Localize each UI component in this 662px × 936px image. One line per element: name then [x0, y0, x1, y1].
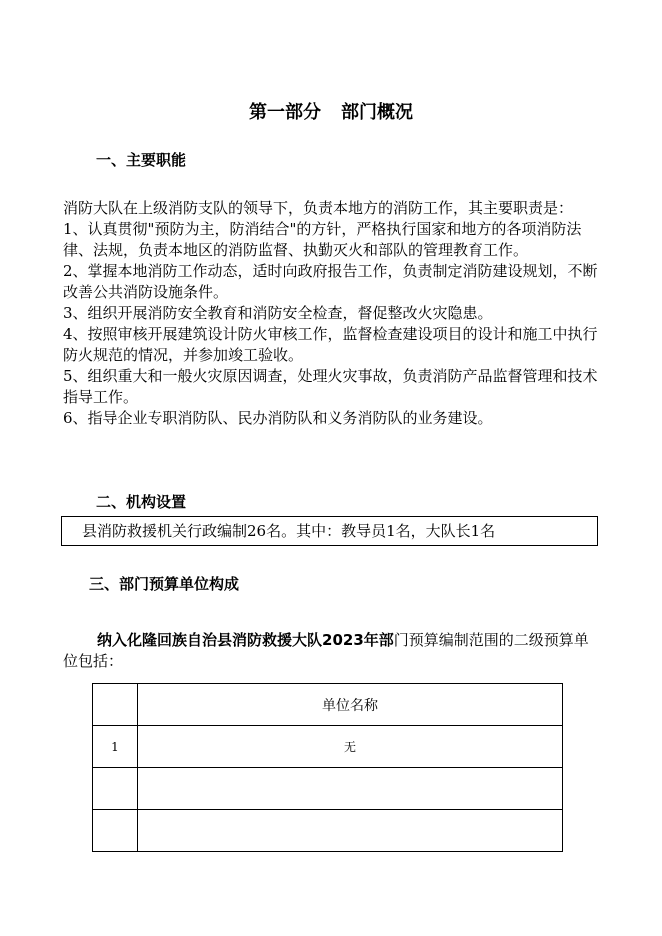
- page-title: [0, 98, 662, 124]
- units-intro: [63, 630, 591, 672]
- table-row: [93, 726, 563, 768]
- table-header-row: [93, 684, 563, 726]
- units-intro-rest: 门预算编制范围的二级预算单位包括：: [63, 631, 589, 670]
- section-heading-units: 三、部门预算单位构成: [89, 575, 240, 593]
- page-title-name: 部门概况: [341, 102, 413, 123]
- table-cell-index: 1: [93, 726, 138, 768]
- table-row: [93, 768, 563, 810]
- table-cell-unit-name: 无: [138, 726, 563, 768]
- table-header-index: [93, 684, 138, 726]
- duty-item-6: 6、指导企业专职消防队、民办消防队和义务消防队的业务建设。: [63, 409, 493, 427]
- unit-table: [92, 683, 563, 852]
- duty-item-3: 3、组织开展消防安全教育和消防安全检查，督促整改火灾隐患。: [63, 304, 493, 322]
- org-staffing-box: 县消防救援机关行政编制26名。其中：教导员1名，大队长1名: [61, 516, 598, 546]
- duties-body: [63, 198, 603, 429]
- duties-intro: 消防大队在上级消防支队的领导下，负责本地方的消防工作，其主要职责是：: [63, 199, 574, 217]
- duty-item-5: 5、组织重大和一般火灾原因调查，处理火灾事故，负责消防产品监督管理和技术指导工作。: [63, 367, 598, 406]
- duty-item-2: 2、掌握本地消防工作动态，适时向政府报告工作，负责制定消防建设规划，不断改善公共消防设施条件。: [63, 262, 598, 301]
- table-cell-index: [93, 810, 138, 852]
- section-heading-duties: 一、主要职能: [96, 151, 187, 169]
- section-heading-org: 二、机构设置: [96, 493, 187, 511]
- table-cell-unit-name: [138, 810, 563, 852]
- units-intro-bold: 纳入化隆回族自治县消防救援大队2023年部: [97, 631, 394, 649]
- table-header-unit-name: 单位名称: [138, 684, 563, 726]
- duty-item-1: 1、认真贯彻"预防为主，防消结合"的方针，严格执行国家和地方的各项消防法律、法规，负责本地区的消防监督、执勤灭火和部队的管理教育工作。: [63, 220, 582, 259]
- table-cell-unit-name: [138, 768, 563, 810]
- table-cell-index: [93, 768, 138, 810]
- page-title-part: 第一部分: [249, 102, 321, 123]
- table-row: [93, 810, 563, 852]
- duty-item-4: 4、按照审核开展建筑设计防火审核工作，监督检查建设项目的设计和施工中执行防火规范的情况，并参加竣工验收。: [63, 325, 598, 364]
